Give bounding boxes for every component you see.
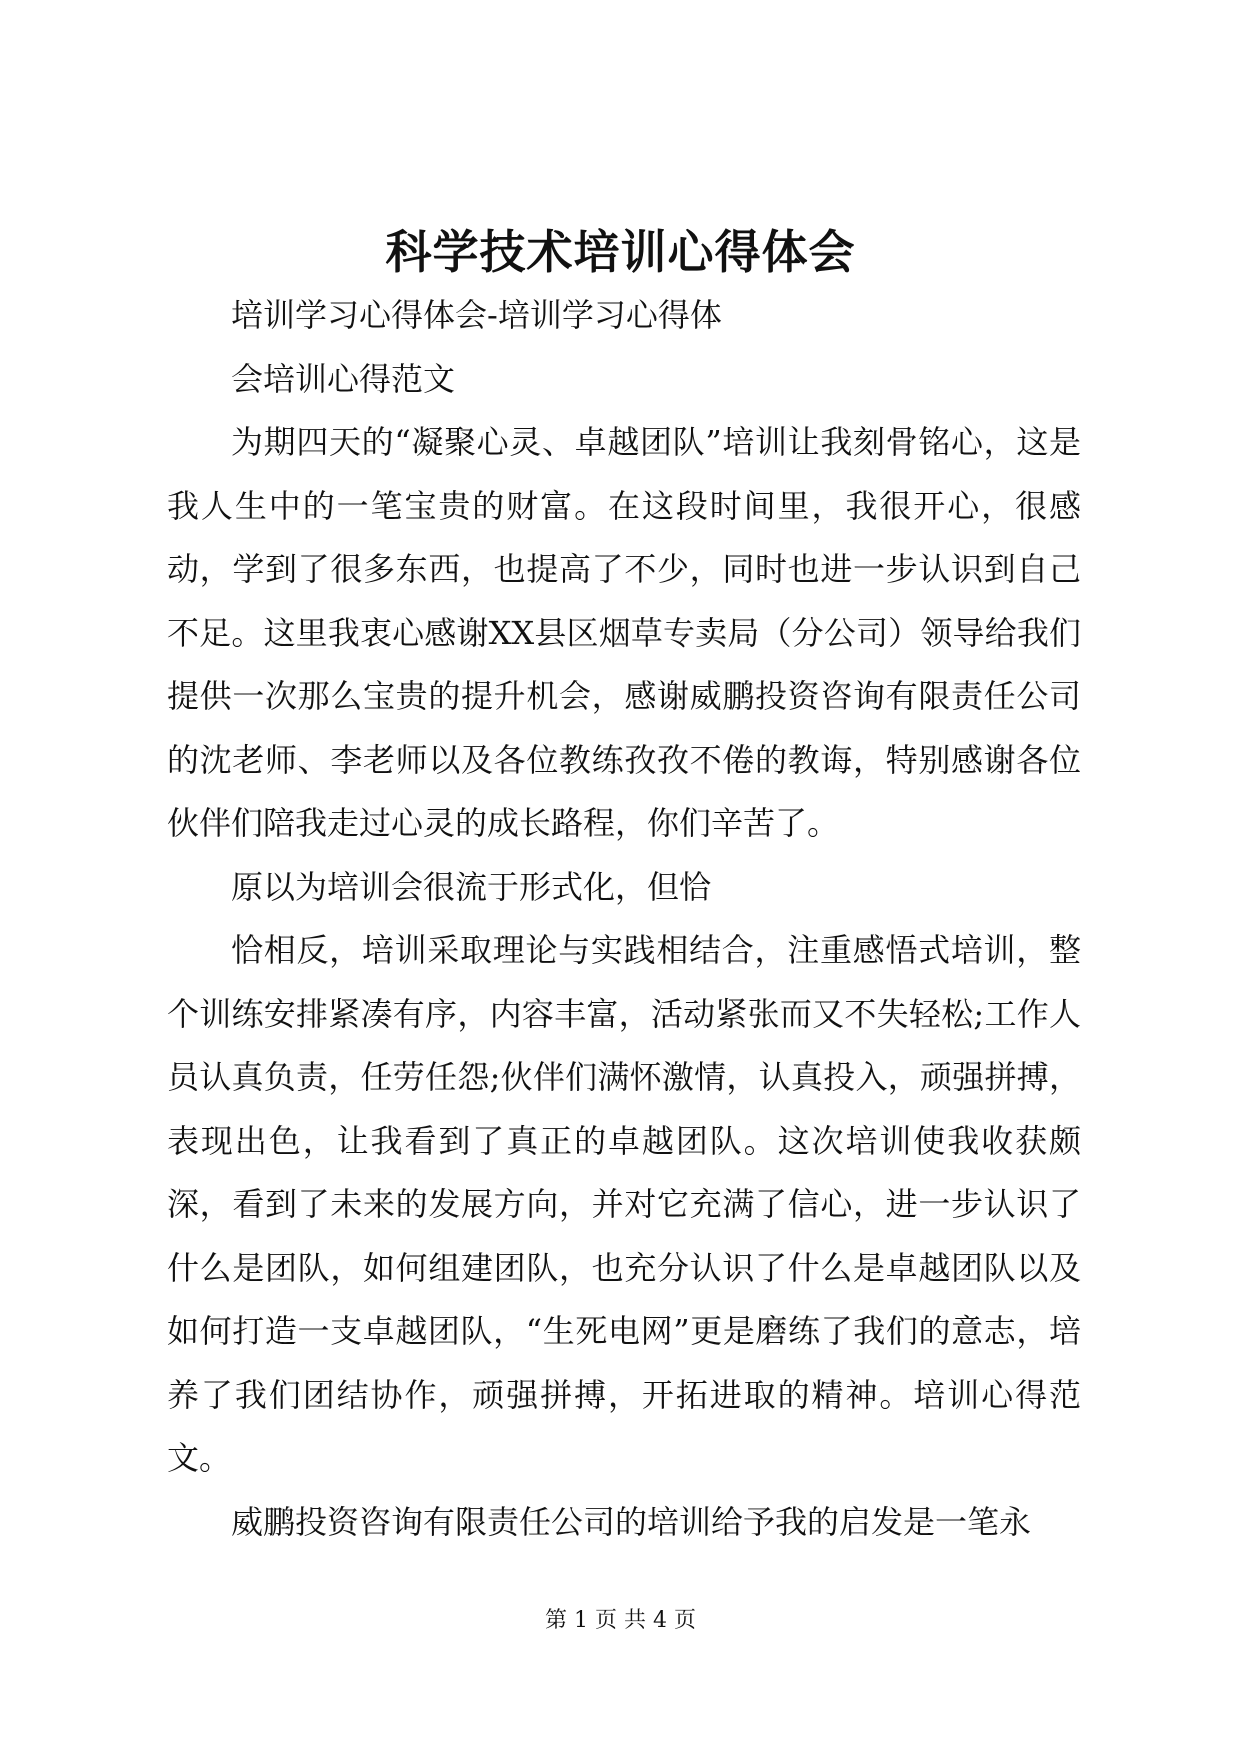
document-body [167, 284, 1081, 1554]
paragraph-6: 威鹏投资咨询有限责任公司的培训给予我的启发是一笔永 [231, 1502, 1032, 1541]
paragraph-1: 培训学习心得体会-培训学习心得体 [231, 296, 722, 334]
page-footer: 第 1 页 共 4 页 [545, 1608, 696, 1633]
paragraph-3: 为期四天的“凝聚心灵、卓越团队”培训让我刻骨铭心，这是我人生中的一笔宝贵的财富。在这段时间里，我很开心，很感动，学到了很多东西，也提高了不少，同时也进一步认识到自己不足。这里我衷心感谢XX县区烟草专卖局（分公司）领导给我们提供一次那么宝贵的提升机会，感谢威鹏投资咨询有限责任公司的沈老师、李老师以及各位教练孜孜不倦的教诲，特别感谢各位伙伴们陪我走过心灵的成长路程，你们辛苦了。 [167, 423, 1081, 842]
paragraph-2: 会培训心得范文 [231, 359, 456, 398]
paragraph-5: 恰相反，培训采取理论与实践相结合，注重感悟式培训，整个训练安排紧凑有序，内容丰富，活动紧张而又不失轻松;工作人员认真负责，任劳任怨;伙伴们满怀激情，认真投入，顽强拼搏，表现出色，让我看到了真正的卓越团队。这次培训使我收获颇深，看到了未来的发展方向，并对它充满了信心，进一步认识了什么是团队，如何组建团队，也充分认识了什么是卓越团队以及如何打造一支卓越团队，“生死电网”更是磨练了我们的意志，培养了我们团结协作，顽强拼搏，开拓进取的精神。培训心得范文。 [167, 931, 1081, 1477]
paragraph-4: 原以为培训会很流于形式化，但恰 [231, 867, 712, 906]
document-title: 科学技术培训心得体会 [385, 225, 856, 279]
